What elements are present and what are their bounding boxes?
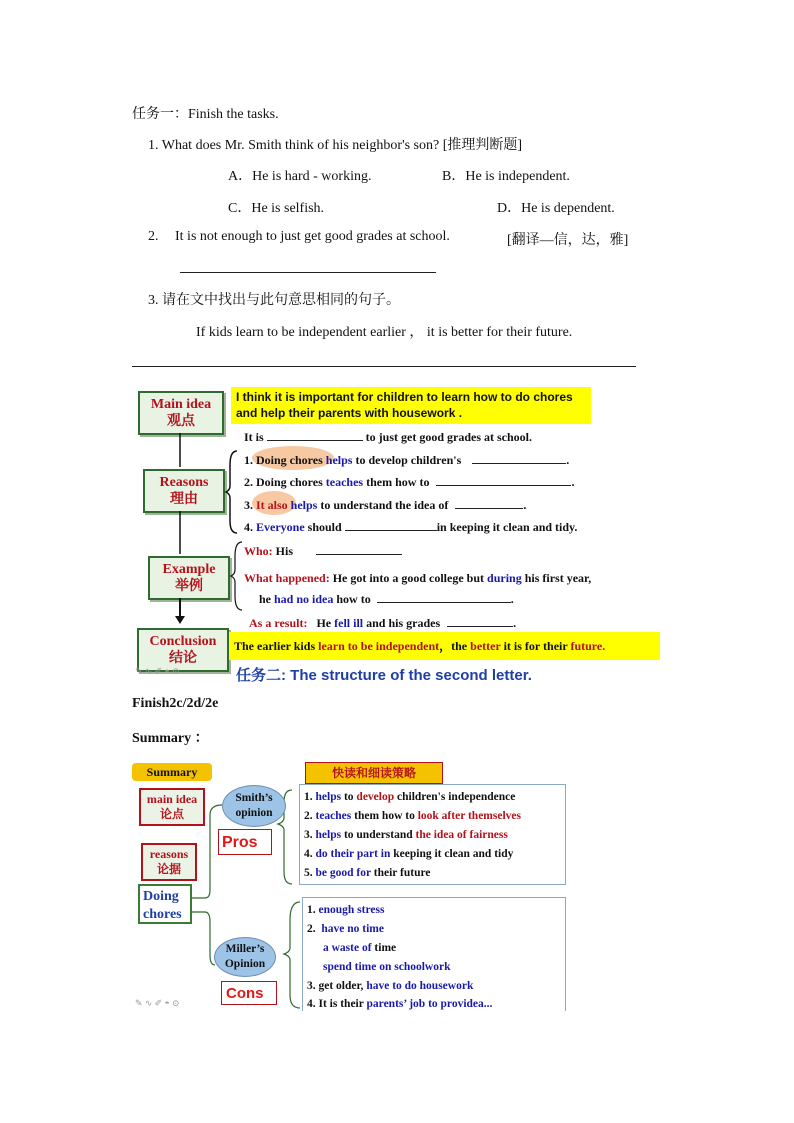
- who-label: Who:: [244, 544, 273, 558]
- question-2-number: 2.: [148, 229, 159, 244]
- it-is-a: It is: [244, 430, 264, 444]
- doing-text: Doing: [143, 889, 179, 904]
- con-3: 3. get older, have to do housework: [307, 980, 474, 992]
- summary-label: Summary ：: [132, 731, 209, 746]
- question-2-tag: [翻译—信，达，雅]: [507, 233, 629, 248]
- concl-d: better: [470, 639, 501, 653]
- task2-text: The structure of the second letter.: [290, 667, 532, 684]
- reason-1-text: to develop children's: [355, 453, 462, 467]
- option-d: D．He is dependent.: [497, 201, 615, 216]
- concl-f: future.: [570, 639, 606, 653]
- reasons-cn: 理由: [170, 492, 198, 507]
- task2-label: 任务二:: [236, 667, 286, 684]
- main-idea-tag-en: main idea: [146, 792, 198, 806]
- doing-chores-box: [138, 884, 192, 924]
- reason-2-verb: teaches: [325, 475, 364, 489]
- main-idea-tag-cn: 论点: [159, 807, 184, 821]
- concl-b: learn to be independent: [318, 639, 440, 653]
- conclusion-en: Conclusion: [149, 634, 217, 649]
- reason-1-subject: Doing chores: [256, 453, 323, 467]
- concl-c: ，the: [439, 639, 468, 653]
- reason-2: 2. Doing chores teaches them how to .: [244, 475, 575, 489]
- concl-e: it is for their: [503, 639, 568, 653]
- pro-2: 2. teaches them how to look after themselves: [304, 810, 521, 822]
- con-2: 2. have no time: [307, 923, 384, 935]
- pro-1: 1. helps to develop children's independence: [304, 791, 516, 803]
- finish-label: Finish2c/2d/2e: [132, 696, 219, 711]
- what-happened-end: his first year,: [524, 571, 592, 585]
- con-2d: spend time on schoolwork: [323, 961, 451, 973]
- reason-4-verb: should: [307, 520, 342, 534]
- what-happened-text: He got into a good college but: [332, 571, 485, 585]
- reasons-en: Reasons: [159, 475, 209, 490]
- main-idea-en: Main idea: [150, 397, 212, 412]
- reason-3: 3. It also helps to understand the idea of .: [244, 498, 527, 512]
- result-label: As a result:: [249, 616, 308, 630]
- miller-1: Miller’s: [225, 943, 265, 955]
- conclusion-cn: 结论: [169, 651, 197, 666]
- task1-title: 任务一：Finish the tasks.: [132, 107, 279, 122]
- example-what-happened-2: he had no idea how to .: [259, 592, 514, 606]
- it-is-b: to just get good grades at school.: [365, 430, 532, 444]
- cons-box: Cons: [221, 981, 277, 1005]
- reasons-tag-en: reasons: [149, 847, 189, 861]
- question-1: 1. What does Mr. Smith think of his neighbor's son? [推理判断题]: [148, 138, 523, 153]
- reason-3-text: to understand the idea of: [320, 498, 449, 512]
- smith-opinion-oval: [222, 785, 286, 827]
- reason-3-subject: It also: [256, 498, 288, 512]
- what-happened-label: What happened:: [244, 571, 330, 585]
- reason-3-num: 3.: [244, 498, 253, 512]
- toolbar-icons-2: ✎ ∿ ✐ ◓ ⊙: [135, 998, 180, 1008]
- miller-2: Opinion: [224, 958, 266, 970]
- reason-1: 1. Doing chores helps to develop children's .: [244, 453, 570, 467]
- result-he: He: [316, 616, 332, 630]
- cons-list: [302, 897, 566, 1011]
- wh2-he: he: [259, 592, 271, 606]
- example-result: As a result: He fell ill and his grades .: [249, 616, 517, 630]
- reason-4-subject: Everyone: [256, 520, 305, 534]
- question-3-sentence: If kids learn to be independent earlier ， it is better for their future.: [196, 325, 573, 340]
- chores-text: chores: [143, 907, 182, 922]
- what-happened-during: during: [487, 571, 522, 585]
- question-3: 3. 请在文中找出与此句意思相同的句子。: [148, 293, 400, 308]
- result-grades: and his grades: [366, 616, 441, 630]
- pro-4: 4. do their part in keeping it clean and tidy: [304, 848, 514, 860]
- toolbar-icons-1: ✎ ∿ ✐ ◓ ⊙: [135, 666, 180, 676]
- main-idea-cn: 观点: [167, 414, 195, 429]
- pro-3: 3. helps to understand the idea of fairness: [304, 829, 508, 841]
- strategy-tag: 快读和细读策略: [305, 762, 443, 784]
- con-1: 1. enough stress: [307, 904, 385, 916]
- pro-5: 5. be good for their future: [304, 867, 431, 879]
- smith-1: Smith’s: [235, 792, 273, 804]
- reasons-tag-cn: 论据: [156, 862, 181, 876]
- option-b: B．He is independent.: [442, 169, 570, 184]
- concl-a: The earlier kids: [234, 639, 316, 653]
- pros-box: Pros: [218, 829, 272, 855]
- reason-2-text: them how to: [366, 475, 430, 489]
- smith-2: opinion: [235, 807, 273, 819]
- option-a: A．He is hard - working.: [228, 169, 372, 184]
- reason-1-verb: helps: [325, 453, 353, 467]
- miller-opinion-oval: [214, 937, 276, 977]
- wh2-no-idea: had no idea: [274, 592, 334, 606]
- summary-tag: Summary: [132, 763, 212, 781]
- option-c: C．He is selfish.: [228, 201, 325, 216]
- pros-list: [299, 784, 566, 885]
- example-cn: 举例: [175, 579, 203, 594]
- who-text: His: [275, 544, 294, 558]
- reason-3-verb: helps: [290, 498, 318, 512]
- reason-4-num: 4.: [244, 520, 253, 534]
- wh2-how-to: how to: [336, 592, 371, 606]
- reason-1-num: 1.: [244, 453, 253, 467]
- reason-4-text: in keeping it clean and tidy.: [436, 520, 578, 534]
- main-idea-line-1: I think it is important for children to learn how to do chores: [236, 390, 573, 404]
- con-4: 4. It is their parents’ job to providea...: [307, 998, 493, 1010]
- question-2: It is not enough to just get good grades at school.: [175, 229, 450, 244]
- example-en: Example: [162, 562, 216, 577]
- con-2c: a waste of time: [323, 942, 397, 954]
- main-idea-line-2: and help their parents with housework .: [236, 406, 463, 420]
- reason-2-a: 2. Doing chores: [244, 475, 323, 489]
- result-fell-ill: fell ill: [334, 616, 364, 630]
